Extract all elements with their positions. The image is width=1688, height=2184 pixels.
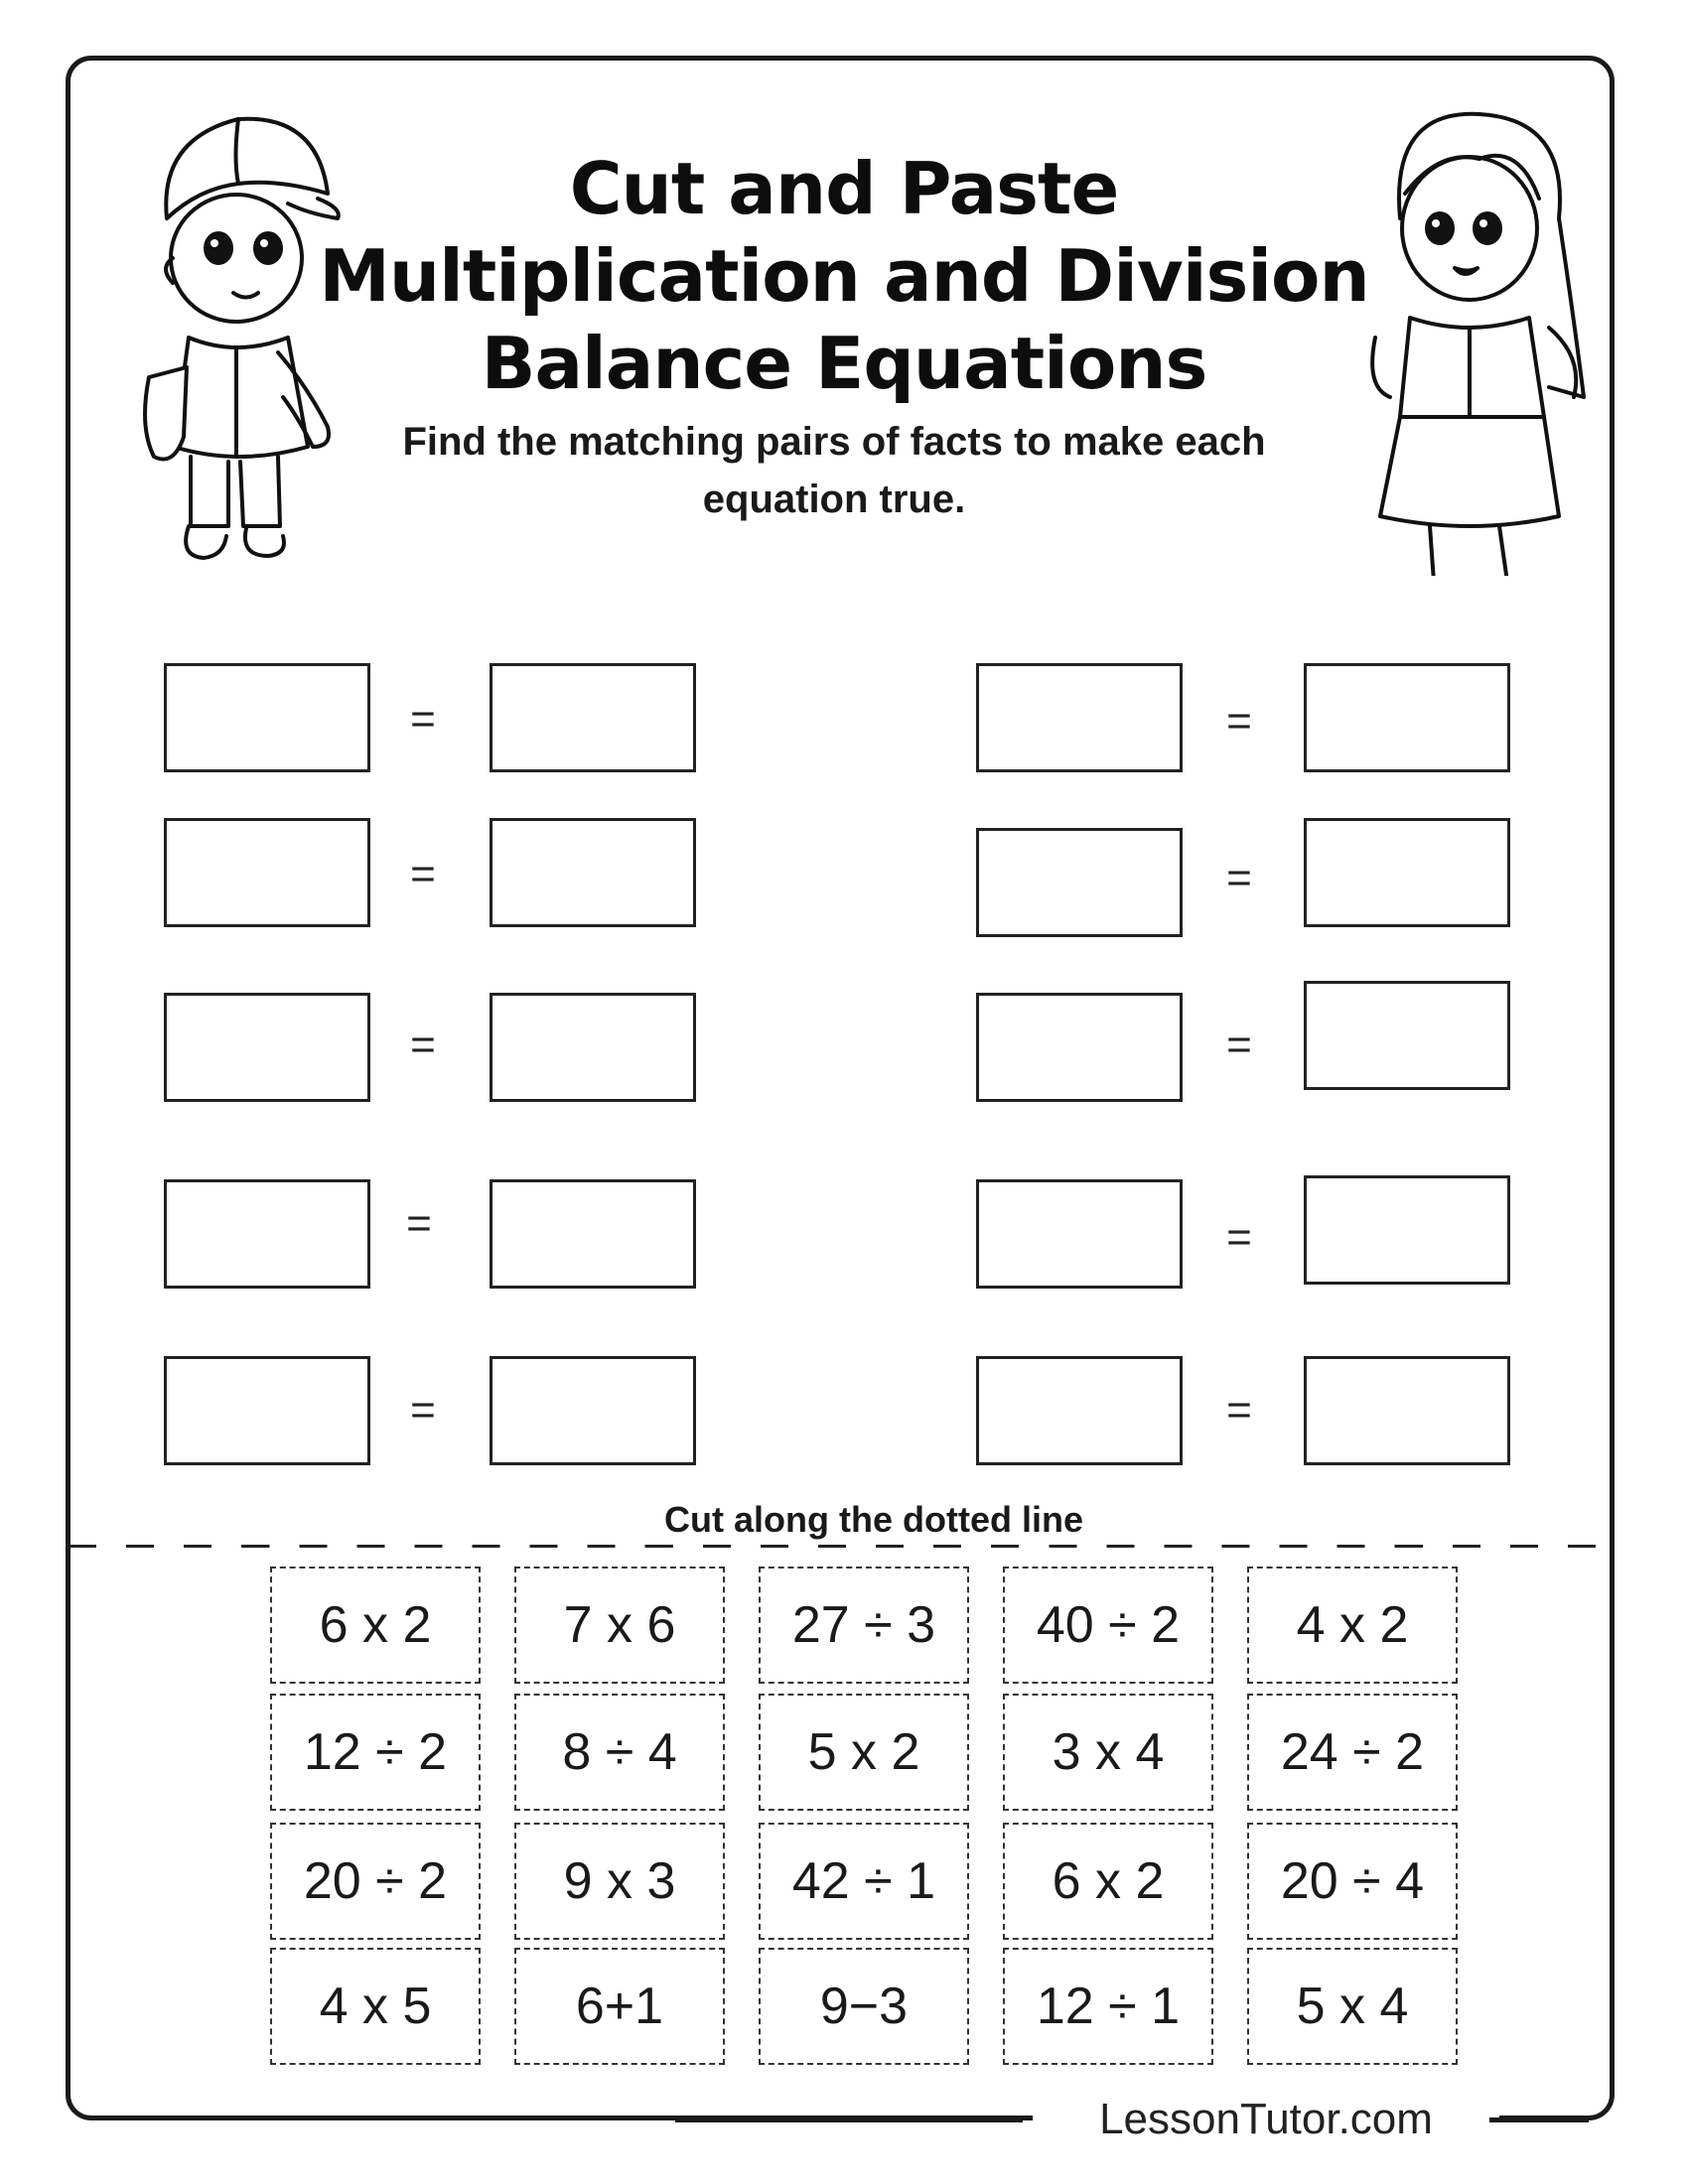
fact-card[interactable]: 4 x 5 bbox=[270, 1948, 481, 2065]
fact-card[interactable]: 9−3 bbox=[759, 1948, 969, 2065]
footer-rule-right bbox=[1489, 2117, 1589, 2122]
answer-box[interactable] bbox=[976, 993, 1183, 1102]
equals-sign: = bbox=[406, 1199, 432, 1248]
fact-card[interactable]: 3 x 4 bbox=[1003, 1694, 1213, 1811]
fact-card[interactable]: 8 ÷ 4 bbox=[514, 1694, 725, 1811]
footer-site: LessonTutor.com bbox=[1033, 2095, 1499, 2144]
answer-box[interactable] bbox=[490, 663, 696, 772]
answer-box[interactable] bbox=[490, 993, 696, 1102]
title-line-2: Multiplication and Division bbox=[319, 234, 1369, 318]
fact-card[interactable]: 5 x 4 bbox=[1247, 1948, 1458, 2065]
answer-box[interactable] bbox=[1304, 1356, 1510, 1465]
fact-card[interactable]: 20 ÷ 2 bbox=[270, 1823, 481, 1940]
fact-card[interactable]: 42 ÷ 1 bbox=[759, 1823, 969, 1940]
girl-illustration bbox=[1360, 99, 1589, 576]
equals-sign: = bbox=[410, 1386, 436, 1434]
fact-card[interactable]: 40 ÷ 2 bbox=[1003, 1567, 1213, 1684]
answer-box[interactable] bbox=[1304, 818, 1510, 927]
answer-box[interactable] bbox=[976, 1179, 1183, 1289]
cut-instruction: Cut along the dotted line bbox=[664, 1499, 1083, 1540]
fact-card[interactable]: 5 x 2 bbox=[759, 1694, 969, 1811]
instructions: Find the matching pairs of facts to make each equation true. bbox=[402, 420, 1266, 521]
title-line-1: Cut and Paste bbox=[569, 147, 1119, 230]
fact-card[interactable]: 27 ÷ 3 bbox=[759, 1567, 969, 1684]
answer-box[interactable] bbox=[164, 818, 370, 927]
fact-card[interactable]: 6 x 2 bbox=[270, 1567, 481, 1684]
answer-box[interactable] bbox=[1304, 981, 1510, 1090]
title-line-3: Balance Equations bbox=[481, 322, 1207, 405]
fact-card[interactable]: 12 ÷ 2 bbox=[270, 1694, 481, 1811]
answer-box[interactable] bbox=[164, 993, 370, 1102]
equals-sign: = bbox=[410, 695, 436, 744]
equals-sign: = bbox=[410, 1021, 436, 1069]
answer-box[interactable] bbox=[976, 828, 1183, 937]
answer-box[interactable] bbox=[490, 818, 696, 927]
footer-rule-left bbox=[675, 2117, 1023, 2122]
fact-card[interactable]: 20 ÷ 4 bbox=[1247, 1823, 1458, 1940]
equals-sign: = bbox=[1226, 854, 1252, 902]
fact-card[interactable]: 4 x 2 bbox=[1247, 1567, 1458, 1684]
fact-card[interactable]: 12 ÷ 1 bbox=[1003, 1948, 1213, 2065]
answer-box[interactable] bbox=[490, 1356, 696, 1465]
answer-box[interactable] bbox=[164, 1179, 370, 1289]
answer-box[interactable] bbox=[164, 663, 370, 772]
answer-box[interactable] bbox=[490, 1179, 696, 1289]
fact-card[interactable]: 6+1 bbox=[514, 1948, 725, 2065]
equals-sign: = bbox=[1226, 1213, 1252, 1262]
answer-box[interactable] bbox=[976, 1356, 1183, 1465]
fact-card[interactable]: 24 ÷ 2 bbox=[1247, 1694, 1458, 1811]
fact-card[interactable]: 6 x 2 bbox=[1003, 1823, 1213, 1940]
equals-sign: = bbox=[410, 850, 436, 898]
answer-box[interactable] bbox=[164, 1356, 370, 1465]
equals-sign: = bbox=[1226, 697, 1252, 746]
equals-sign: = bbox=[1226, 1386, 1252, 1434]
fact-card[interactable]: 9 x 3 bbox=[514, 1823, 725, 1940]
answer-box[interactable] bbox=[1304, 663, 1510, 772]
equals-sign: = bbox=[1226, 1021, 1252, 1069]
dotted-cut-line bbox=[70, 1545, 1614, 1548]
answer-box[interactable] bbox=[1304, 1175, 1510, 1285]
answer-box[interactable] bbox=[976, 663, 1183, 772]
fact-card[interactable]: 7 x 6 bbox=[514, 1567, 725, 1684]
